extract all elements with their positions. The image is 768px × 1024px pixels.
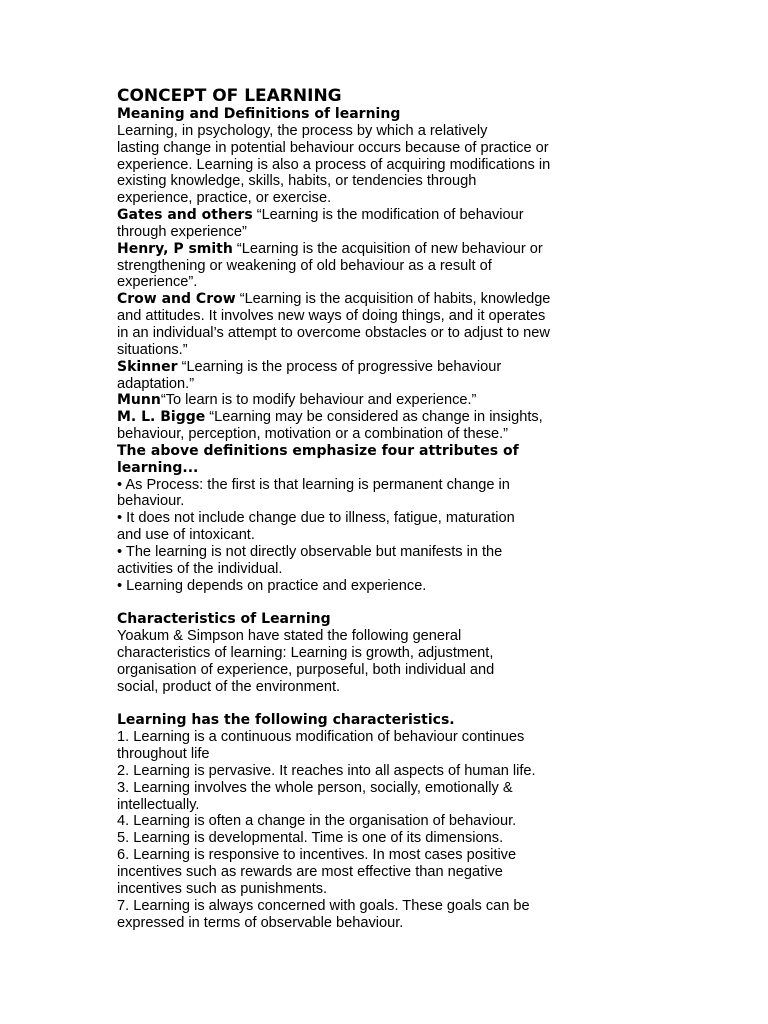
list-item: intellectually. [117, 796, 200, 813]
definition-text: “Learning is the modification of behaviour [252, 207, 524, 224]
author-name: Crow and Crow [117, 291, 236, 308]
paragraph-line: social, product of the environment. [117, 678, 341, 695]
intro-line: existing knowledge, skills, habits, or tendencies through [117, 173, 477, 190]
definition-skinner [117, 359, 597, 393]
list-item: and use of intoxicant. [117, 527, 255, 544]
definition-text: “Learning is the acquisition of habits, knowledge [235, 291, 551, 308]
definition-text: situations.” [117, 341, 188, 358]
following-heading: Learning has the following characteristics. [117, 712, 455, 729]
document-page [117, 86, 597, 931]
list-item: expressed in terms of observable behaviour. [117, 914, 404, 931]
list-item: incentives such as rewards are most effective than negative [117, 863, 503, 880]
definition-text: “Learning is the acquisition of new behaviour or [232, 240, 543, 257]
list-item: 6. Learning is responsive to incentives. In most cases positive [117, 847, 517, 864]
list-item: 4. Learning is often a change in the organisation of behaviour. [117, 813, 517, 830]
intro-line: lasting change in potential behaviour occurs because of practice or [117, 139, 549, 156]
definition-gates [117, 207, 597, 241]
list-item: 5. Learning is developmental. Time is one of its dimensions. [117, 830, 504, 847]
list-item: 2. Learning is pervasive. It reaches into all aspects of human life. [117, 762, 536, 779]
paragraph-line: characteristics of learning: Learning is growth, adjustment, [117, 645, 494, 661]
characteristics-heading: Characteristics of Learning [117, 611, 331, 628]
list-item: • The learning is not directly observable but manifests in the [117, 543, 503, 560]
list-item: 1. Learning is a continuous modification of behaviour continues [117, 729, 525, 746]
paragraph-line: organisation of experience, purposeful, both individual and [117, 661, 495, 678]
author-name: Munn [117, 392, 161, 409]
characteristics-list [117, 729, 597, 931]
list-item: 3. Learning involves the whole person, socially, emotionally & [117, 779, 513, 796]
definition-text: experience”. [117, 274, 198, 291]
definition-henry [117, 241, 597, 292]
page-title: CONCEPT OF LEARNING [117, 86, 342, 106]
definition-text: and attitudes. It involves new ways of doing things, and it operates [117, 308, 546, 325]
list-item: throughout life [117, 746, 210, 763]
yoakum-paragraph [117, 628, 597, 695]
author-name: Skinner [117, 358, 178, 375]
paragraph-gap [117, 594, 597, 611]
list-item: 7. Learning is always concerned with goals. These goals can be [117, 897, 530, 914]
intro-paragraph [117, 123, 597, 207]
meaning-heading: Meaning and Definitions of learning [117, 106, 401, 122]
intro-line: Learning, in psychology, the process by which a relatively [117, 122, 488, 139]
list-item: • It does not include change due to illness, fatigue, maturation [117, 510, 515, 527]
definition-text: “To learn is to modify behaviour and experience.” [160, 392, 477, 409]
definition-text: behaviour, perception, motivation or a combination of these.” [117, 426, 509, 443]
definition-bigge [117, 409, 597, 443]
definition-munn [117, 392, 597, 409]
definition-text: through experience” [117, 223, 247, 240]
author-name: M. L. Bigge [117, 409, 206, 426]
list-item: • Learning depends on practice and experience. [117, 577, 427, 594]
list-item: incentives such as punishments. [117, 880, 328, 897]
paragraph-gap [117, 696, 597, 713]
intro-line: experience. Learning is also a process of acquiring modifications in [117, 156, 551, 173]
definition-crow [117, 291, 597, 358]
list-item: activities of the individual. [117, 560, 283, 577]
attributes-heading: The above definitions emphasize four attributes of [117, 442, 519, 459]
attributes-list [117, 477, 597, 595]
intro-line: experience, practice, or exercise. [117, 190, 332, 207]
definition-text: “Learning is the process of progressive behaviour [177, 358, 502, 375]
list-item: • As Process: the first is that learning is permanent change in [117, 476, 510, 493]
definition-text: strengthening or weakening of old behaviour as a result of [117, 257, 492, 274]
attributes-heading: learning... [117, 459, 199, 476]
list-item: behaviour. [117, 493, 185, 510]
definition-text: adaptation.” [117, 375, 195, 392]
definition-text: in an individual’s attempt to overcome obstacles or to adjust to new [117, 324, 550, 341]
author-name: Henry, P smith [117, 240, 233, 257]
paragraph-line: Yoakum & Simpson have stated the following general [117, 628, 462, 645]
definition-text: “Learning may be considered as change in insights, [205, 409, 543, 426]
author-name: Gates and others [117, 207, 253, 224]
